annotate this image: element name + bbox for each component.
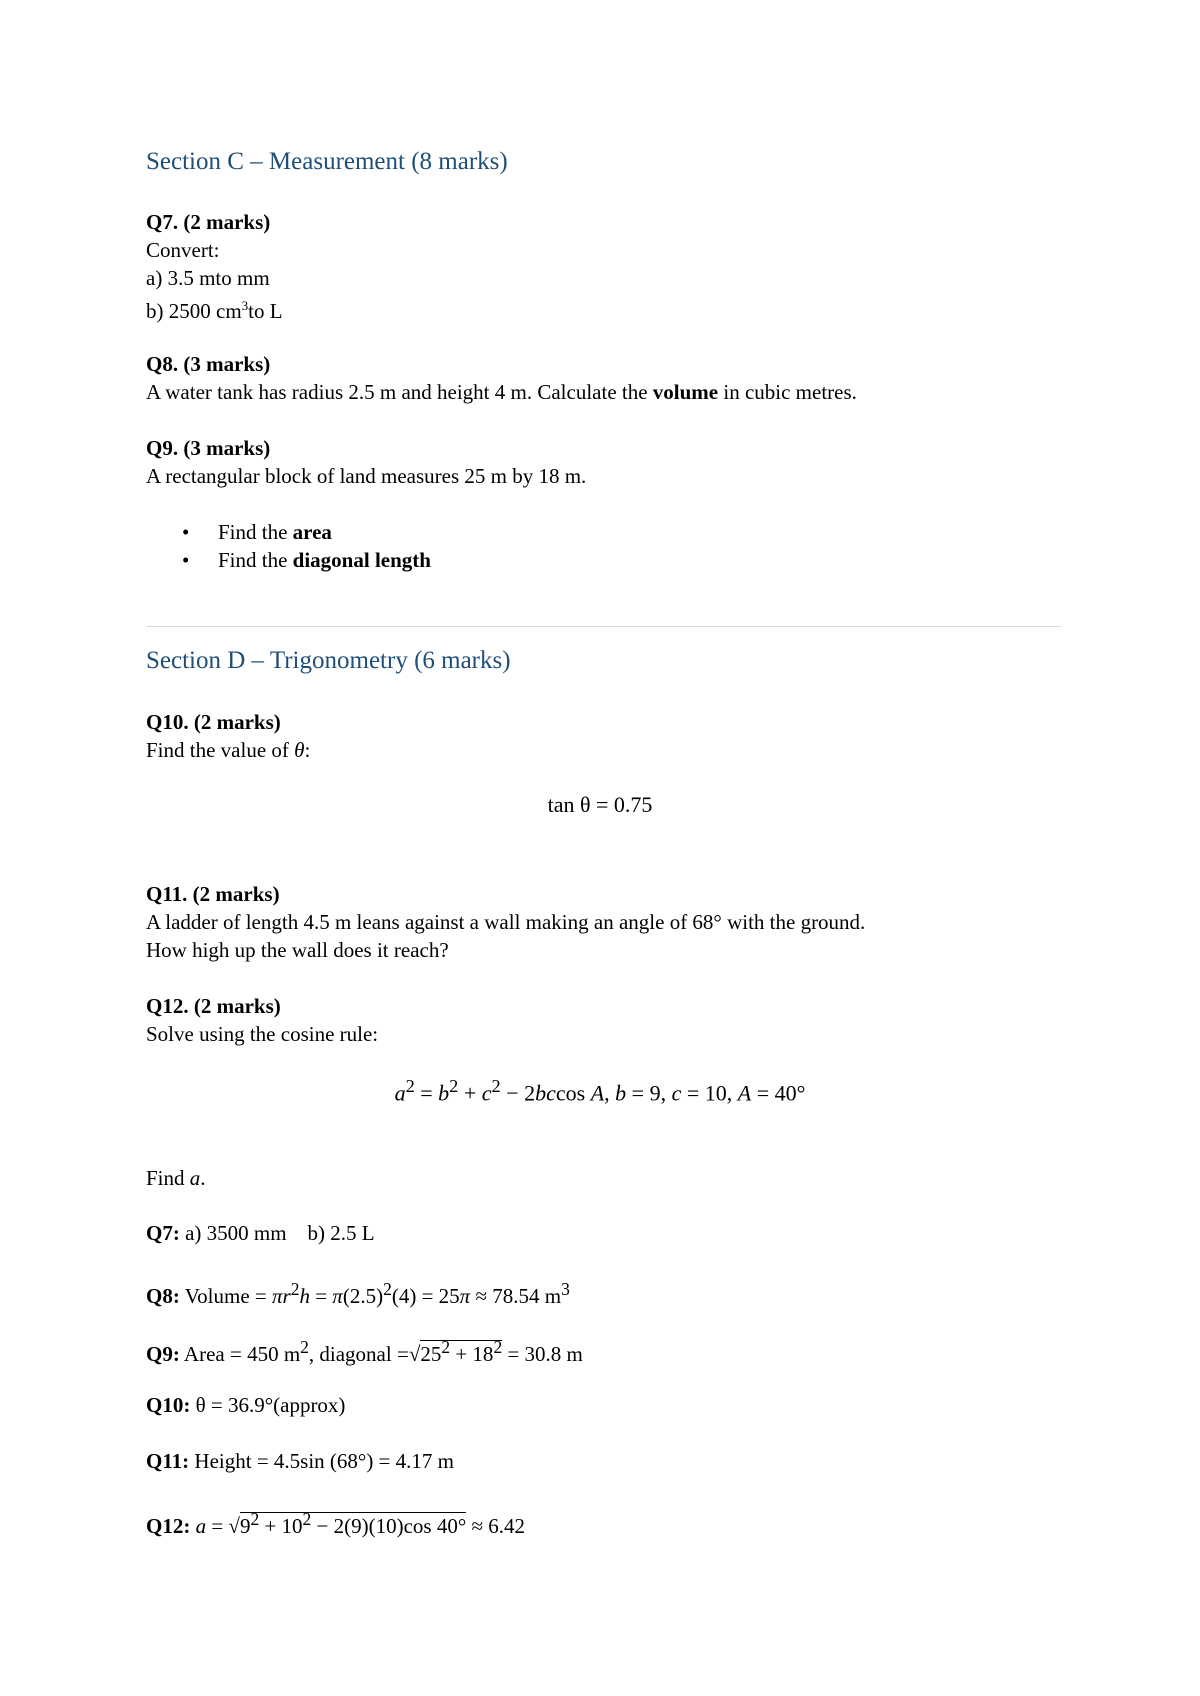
q12-label: Q12. (2 marks) [146,994,281,1018]
q11-label: Q11. (2 marks) [146,882,280,906]
section-divider [146,626,1061,627]
q7-label: Q7. (2 marks) [146,210,271,234]
q8-text: A water tank has radius 2.5 m and height 4 m. Calculate the volume in cubic metres. [146,380,857,404]
q12-equation: $a^2 = b^2 + c^2 - 2bccos$ A, b = 9, c = 10, A = 40° [394,1076,806,1106]
q12-find: Find a. [146,1166,206,1190]
q7-part-a: a) 3.5 mto mm [146,266,270,290]
q9-text: A rectangular block of land measures 25 m by 18 m. [146,464,587,488]
section-d-heading: Section D – Trigonometry (6 marks) [146,647,511,674]
answer-q9: Q9: Area = 450 $m^2$, diagonal $=√25^2 + 18^2 = 30.8$ m [146,1337,583,1366]
q10-equation: tan θ = 0.75 [547,792,653,817]
q11-line-1: A ladder of length 4.5 m leans against a wall making an angle of 68° with the ground. [146,910,866,934]
q7-part-b: b) 2500 $cm^3to$ L [146,298,283,323]
answer-q7: Q7: a) 3500 mm b) 2.5 L [146,1221,375,1245]
answer-q8: Q8: Volume = $\pi r^2h = \pi(2.5)^2(4) = 25\pi \approx 78.54$ $m^3$ [146,1279,570,1308]
answer-q12: Q12: $a = √9^2 + 10^2 - 2(9)(10)\cos$ 40° ≈ 6.42 [146,1509,526,1538]
answer-q11: Q11: Height = 4.5sin (68°) = 4.17 m [146,1449,454,1473]
section-c-heading: Section C – Measurement (8 marks) [146,148,508,175]
q9-label: Q9. (3 marks) [146,436,271,460]
q12-text: Solve using the cosine rule: [146,1022,379,1046]
q8-label: Q8. (3 marks) [146,352,271,376]
q11-line-2: How high up the wall does it reach? [146,938,449,962]
q9-bullet-list [146,518,431,574]
list-item: • Find the area [146,518,431,546]
list-item: • Find the diagonal length [146,546,431,574]
q7-instruction: Convert: [146,238,220,262]
q10-text: Find the value of θ: [146,738,311,762]
answer-q10: Q10: θ = 36.9°(approx) [146,1393,346,1417]
q10-label: Q10. (2 marks) [146,710,281,734]
